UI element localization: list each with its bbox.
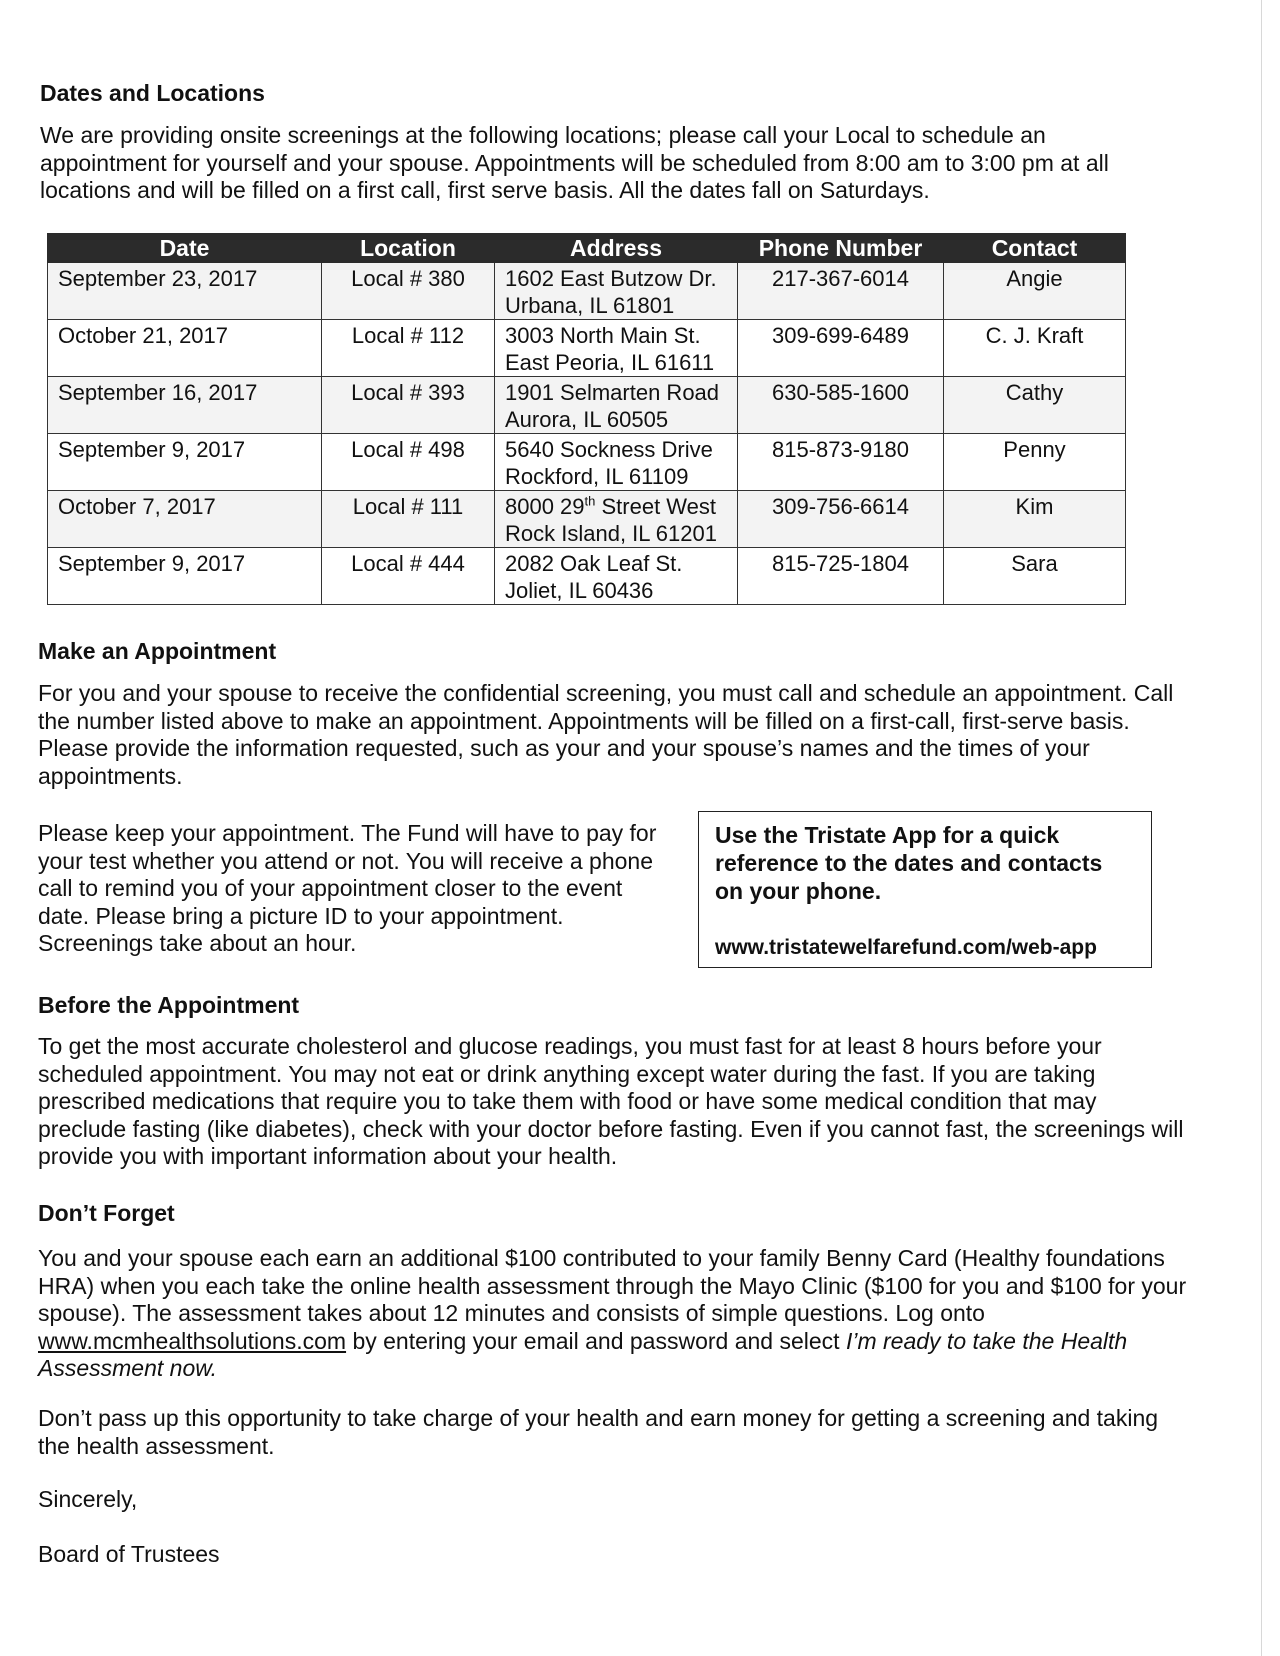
cell-address: [495, 434, 738, 491]
address-line-2: East Peoria, IL 61611: [505, 350, 715, 375]
cell-location: Local # 444: [322, 548, 495, 605]
cell-contact: Penny: [944, 434, 1126, 491]
cell-date: September 16, 2017: [48, 377, 322, 434]
ordinal-suffix: th: [584, 493, 596, 509]
schedule-table: [47, 233, 1126, 605]
assessment-text: You and your spouse each earn an additional $100 contributed to your family Benny Card (Healthy foundations HRA) when you each take the online health assessment through the Mayo Clinic ($100 for you and $100 for your spouse). The assessment takes about 12 minutes and consists of simple questions. Log onto: [38, 1245, 1187, 1326]
header-phone: Phone Number: [738, 234, 944, 263]
address-line-2: Urbana, IL 61801: [505, 293, 675, 318]
address-line-2: Rock Island, IL 61201: [505, 521, 717, 546]
dont-forget-paragraph-2: Don’t pass up this opportunity to take charge of your health and earn money for getting a screening and taking the health assessment.: [38, 1405, 1159, 1459]
cell-location: Local # 498: [322, 434, 495, 491]
header-location: Location: [322, 234, 495, 263]
dont-forget-paragraph-1: [38, 1245, 1188, 1383]
cell-address: [495, 320, 738, 377]
make-appointment-heading: Make an Appointment: [38, 638, 277, 664]
table-row: [48, 320, 1126, 377]
header-contact: Contact: [944, 234, 1126, 263]
cell-contact: Kim: [944, 491, 1126, 548]
before-appointment-paragraph: To get the most accurate cholesterol and glucose readings, you must fast for at least 8 hours before your scheduled appointment. You may not eat or drink anything except water during the fast. If you are taking prescribed medications that require you to take them with food or have some medical condition that may preclude fasting (like diabetes), check with your doctor before fasting. Even if you cannot fast, the screenings will provide you with important information about your health.: [38, 1033, 1184, 1169]
cell-address: [495, 377, 738, 434]
assessment-button-text: I’m ready to take the Health Assessment now.: [38, 1327, 1128, 1381]
address-number: 8000 29: [505, 494, 585, 519]
address-line-1: 2082 Oak Leaf St.: [505, 551, 683, 576]
login-instructions: by entering your email and password and select: [346, 1327, 846, 1354]
cell-location: Local # 112: [322, 320, 495, 377]
cell-date: September 23, 2017: [48, 263, 322, 320]
dates-intro-paragraph: We are providing onsite screenings at the following locations; please call your Local to schedule an appointment for yourself and your spouse. Appointments will be scheduled from 8:00 am to 3:00 pm at all locations and will be filled on a first call, first serve basis. All the dates fall on Saturdays.: [40, 122, 1109, 203]
web-app-link[interactable]: www.tristatewelfarefund.com/web-app: [715, 936, 1097, 959]
cell-address: [495, 548, 738, 605]
table-row: [48, 377, 1126, 434]
cell-phone: 630-585-1600: [738, 377, 944, 434]
address-line-1: [505, 493, 727, 520]
cell-contact: Angie: [944, 263, 1126, 320]
table-row: [48, 491, 1126, 548]
dont-forget-heading: Don’t Forget: [38, 1200, 175, 1226]
table-row: [48, 263, 1126, 320]
tristate-app-callout: [698, 811, 1152, 968]
address-line-1: 5640 Sockness Drive: [505, 437, 713, 462]
cell-contact: Sara: [944, 548, 1126, 605]
address-line-1: 3003 North Main St.: [505, 323, 701, 348]
address-line-2: Aurora, IL 60505: [505, 407, 669, 432]
cell-date: October 21, 2017: [48, 320, 322, 377]
cell-phone: 815-873-9180: [738, 434, 944, 491]
mcm-health-link[interactable]: www.mcmhealthsolutions.com: [38, 1327, 347, 1354]
table-row: [48, 548, 1126, 605]
cell-address: [495, 263, 738, 320]
address-line-2: Joliet, IL 60436: [505, 578, 654, 603]
cell-location: Local # 111: [322, 491, 495, 548]
cell-location: Local # 380: [322, 263, 495, 320]
header-address: Address: [495, 234, 738, 263]
address-line-2: Rockford, IL 61109: [505, 464, 689, 489]
cell-contact: C. J. Kraft: [944, 320, 1126, 377]
address-street: Street West: [595, 494, 717, 519]
cell-address: [495, 491, 738, 548]
cell-location: Local # 393: [322, 377, 495, 434]
table-row: [48, 434, 1126, 491]
header-date: Date: [48, 234, 322, 263]
closing-signature: Board of Trustees: [38, 1541, 220, 1567]
address-line-1: 1602 East Butzow Dr.: [505, 266, 717, 291]
cell-contact: Cathy: [944, 377, 1126, 434]
appointment-paragraph-1: For you and your spouse to receive the confidential screening, you must call and schedule an appointment. Call the number listed above to make an appointment. Appointments will be filled on a first-call, first-serve basis. Please provide the information requested, such as your and your spouse’s names and the times of your appointments.: [38, 680, 1174, 789]
dates-locations-heading: Dates and Locations: [40, 80, 265, 106]
cell-phone: 309-699-6489: [738, 320, 944, 377]
cell-date: September 9, 2017: [48, 548, 322, 605]
address-line-1: 1901 Selmarten Road: [505, 380, 720, 405]
scan-edge-line: [1261, 0, 1262, 1656]
cell-date: October 7, 2017: [48, 491, 322, 548]
cell-phone: 217-367-6014: [738, 263, 944, 320]
before-appointment-heading: Before the Appointment: [38, 992, 300, 1018]
cell-phone: 815-725-1804: [738, 548, 944, 605]
cell-phone: 309-756-6614: [738, 491, 944, 548]
cell-date: September 9, 2017: [48, 434, 322, 491]
appointment-paragraph-2: Please keep your appointment. The Fund will have to pay for your test whether you attend or not. You will receive a phone call to remind you of your appointment closer to the event date. Please bring a picture ID to your appointment. Screenings take about an hour.: [38, 820, 657, 956]
callout-text: Use the Tristate App for a quick reference to the dates and contacts on your phone.: [715, 822, 1103, 904]
closing-sincerely: Sincerely,: [38, 1486, 138, 1512]
table-header-row: [48, 234, 1126, 263]
